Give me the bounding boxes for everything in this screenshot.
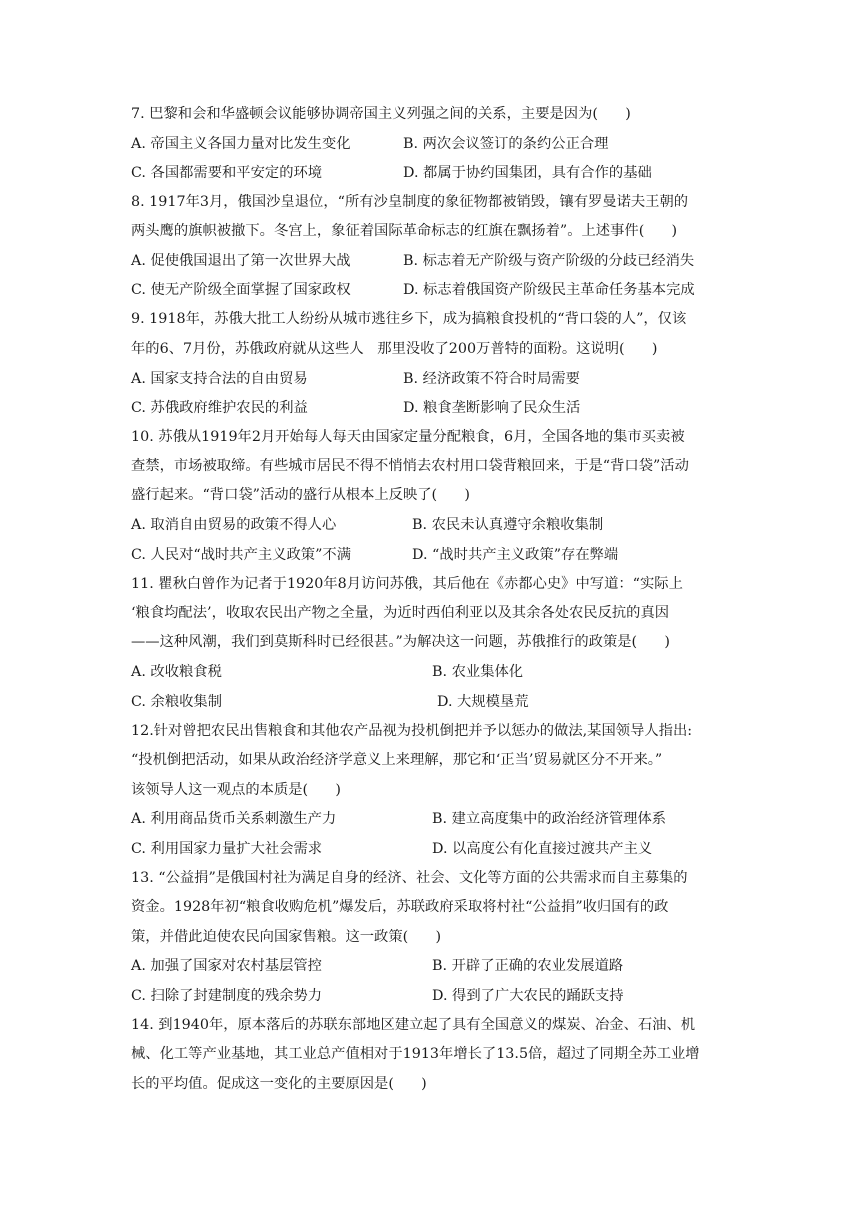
- question-11-option-c: C. 余粮收集制: [131, 694, 223, 710]
- question-7-option-b: B. 两次会议签订的条约公正合理: [403, 136, 609, 152]
- question-7-option-c: C. 各国都需要和平安定的环境: [131, 165, 323, 181]
- question-10-option-a: A. 取消自由贸易的政策不得人心: [131, 517, 337, 533]
- question-9-option-b: B. 经济政策不符合时局需要: [403, 371, 580, 387]
- question-9-option-d: D. 粮食垄断影响了民众生活: [403, 400, 581, 416]
- question-11-option-d: D. 大规模垦荒: [437, 694, 529, 710]
- question-11-stem-line-1: 11. 瞿秋白曾作为记者于1920年8月访问苏俄，其后他在《赤都心史》中写道：“实际上: [131, 576, 683, 592]
- question-12-stem-line-3: 该领导人这一观点的本质是( ): [131, 782, 341, 798]
- question-13-option-c: C. 扫除了封建制度的残余势力: [131, 988, 323, 1004]
- question-12-option-a: A. 利用商品货币关系刺激生产力: [131, 811, 337, 827]
- question-13-option-d: D. 得到了广大农民的踊跃支持: [432, 988, 624, 1004]
- question-12-stem-line-2: “投机倒把活动，如果从政治经济学意义上来理解，那它和‘正当’贸易就区分不开来。”: [131, 752, 663, 768]
- question-12-option-b: B. 建立高度集中的政治经济管理体系: [432, 811, 667, 827]
- question-8-option-b: B. 标志着无产阶级与资产阶级的分歧已经消失: [403, 253, 695, 269]
- question-9-option-a: A. 国家支持合法的自由贸易: [131, 371, 308, 387]
- question-7-option-a: A. 帝国主义各国力量对比发生变化: [131, 136, 351, 152]
- question-11-stem-line-2: ‘粮食均配法’，收取农民出产物之全量，为近时西伯利亚以及其余各处农民反抗的真因: [131, 605, 670, 621]
- question-10-stem-line-2: 查禁，市场被取缔。有些城市居民不得不悄悄去农村用口袋背粮回来，于是“背口袋”活动: [131, 458, 689, 474]
- question-11-stem-line-3: ——这种风潮，我们到莫斯科时已经很甚。”为解决这一问题，苏俄推行的政策是( ): [131, 634, 670, 650]
- question-14-stem-line-2: 械、化工等产业基地，其工业总产值相对于1913年增长了13.5倍，超过了同期全苏工业增: [131, 1046, 700, 1062]
- question-9-stem-line-1: 9. 1918年，苏俄大批工人纷纷从城市逃往乡下，成为搞粮食投机的“背口袋的人”，仅该: [131, 311, 687, 327]
- question-12-stem-line-1: 12.针对曾把农民出售粮食和其他农产品视为投机倒把并予以惩办的做法,某国领导人指出:: [131, 723, 693, 739]
- question-13-stem-line-2: 资金。1928年初“粮食收购危机”爆发后，苏联政府采取将村社“公益捐”收归国有的政: [131, 899, 669, 915]
- question-10-option-d: D. “战时共产主义政策”存在弊端: [412, 547, 619, 563]
- question-12-option-c: C. 利用国家力量扩大社会需求: [131, 841, 323, 857]
- question-9-option-c: C. 苏俄政府维护农民的利益: [131, 400, 308, 416]
- question-10-stem-line-1: 10. 苏俄从1919年2月开始每人每天由国家定量分配粮食，6月，全国各地的集市买卖被: [131, 429, 685, 445]
- question-8-stem-line-1: 8. 1917年3月，俄国沙皇退位，“所有沙皇制度的象征物都被销毁，镶有罗曼诺夫王朝的: [131, 194, 689, 210]
- question-13-option-b: B. 开辟了正确的农业发展道路: [432, 958, 624, 974]
- question-11-option-b: B. 农业集体化: [432, 664, 524, 680]
- question-10-option-c: C. 人民对“战时共产主义政策”不满: [131, 547, 351, 563]
- question-8-option-c: C. 使无产阶级全面掌握了国家政权: [131, 282, 351, 298]
- question-8-option-a: A. 促使俄国退出了第一次世界大战: [131, 253, 351, 269]
- question-7-stem: 7. 巴黎和会和华盛顿会议能够协调帝国主义列强之间的关系，主要是因为( ): [131, 106, 631, 122]
- question-13-stem-line-3: 策，并借此迫使农民向国家售粮。这一政策( ): [131, 929, 442, 945]
- question-9-stem-line-2: 年的6、7月份，苏俄政府就从这些人 那里没收了200万普特的面粉。这说明( ): [131, 341, 658, 357]
- question-13-option-a: A. 加强了国家对农村基层管控: [131, 958, 322, 974]
- question-8-stem-line-2: 两头鹰的旗帜被撤下。冬宫上，象征着国际革命标志的红旗在飘扬着”。上述事件( ): [131, 223, 678, 239]
- question-13-stem-line-1: 13. “公益捐”是俄国村社为满足自身的经济、社会、文化等方面的公共需求而自主募集的: [131, 870, 688, 886]
- question-11-option-a: A. 改收粮食税: [131, 664, 222, 680]
- question-8-option-d: D. 标志着俄国资产阶级民主革命任务基本完成: [403, 282, 695, 298]
- question-14-stem-line-3: 长的平均值。促成这一变化的主要原因是( ): [131, 1076, 427, 1092]
- question-10-stem-line-3: 盛行起来。“背口袋”活动的盛行从根本上反映了( ): [131, 487, 470, 503]
- question-14-stem-line-1: 14. 到1940年，原本落后的苏联东部地区建立起了具有全国意义的煤炭、冶金、石油、机: [131, 1017, 696, 1033]
- question-7-option-d: D. 都属于协约国集团，具有合作的基础: [403, 165, 652, 181]
- question-12-option-d: D. 以高度公有化直接过渡共产主义: [432, 841, 653, 857]
- question-10-option-b: B. 农民未认真遵守余粮收集制: [412, 517, 604, 533]
